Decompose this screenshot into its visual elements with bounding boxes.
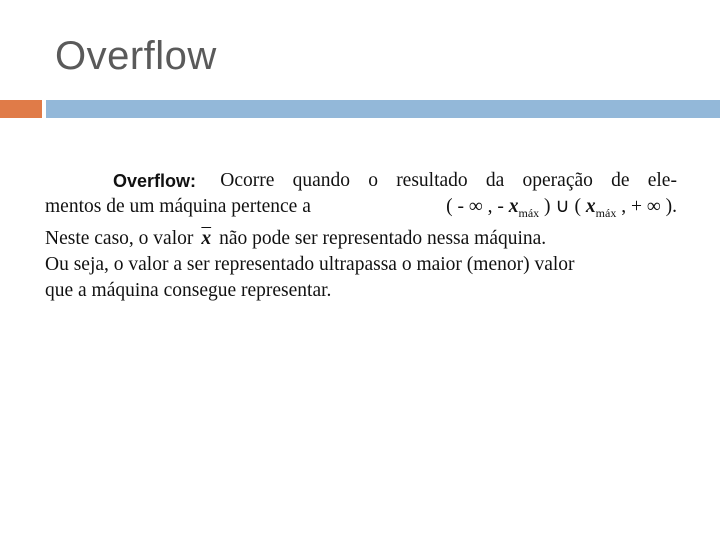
- paragraph-line-4: Ou seja, o valor a ser representado ultrapassa o maior (menor) valor: [45, 253, 575, 275]
- x-max-variable: [508, 196, 540, 220]
- subscript-max-2: máx: [595, 205, 617, 220]
- x-bar-symbol: $\overline{x}$: [201, 227, 212, 249]
- interval-expression: [446, 194, 677, 226]
- x-max-variable-2: [585, 196, 617, 220]
- word: operação: [522, 170, 593, 191]
- accent-bar-orange: [0, 100, 42, 118]
- page-title: Overflow: [55, 34, 217, 78]
- subscript-max: máx: [518, 205, 540, 220]
- word: de: [611, 170, 630, 191]
- word: quando: [292, 170, 350, 191]
- word: ele-: [647, 170, 677, 191]
- line-3-after: não pode ser representado nessa máquina.: [219, 227, 547, 249]
- word: resultado: [396, 170, 468, 191]
- line-2-text: mentos de um máquina pertence a: [45, 196, 311, 217]
- x-symbol: x: [508, 196, 519, 217]
- interval-union: ) ∪ (: [544, 196, 582, 217]
- paragraph-line-1: [45, 168, 677, 194]
- x-symbol-2: x: [585, 196, 596, 217]
- interval-open: ( - ∞ , -: [446, 196, 504, 217]
- word: da: [485, 170, 505, 191]
- word: Ocorre: [220, 170, 275, 191]
- paragraph-line-2: [45, 194, 677, 226]
- definition-paragraph: [45, 168, 677, 304]
- word: o: [368, 170, 378, 191]
- paragraph-line-5: que a máquina consegue representar.: [45, 279, 332, 301]
- paragraph-line-3: [45, 226, 677, 252]
- overflow-lead-term: Overflow:: [113, 171, 197, 191]
- accent-bar-blue: [46, 100, 720, 118]
- line-3-before: Neste caso, o valor: [45, 227, 194, 249]
- interval-close: , + ∞ ).: [621, 196, 677, 217]
